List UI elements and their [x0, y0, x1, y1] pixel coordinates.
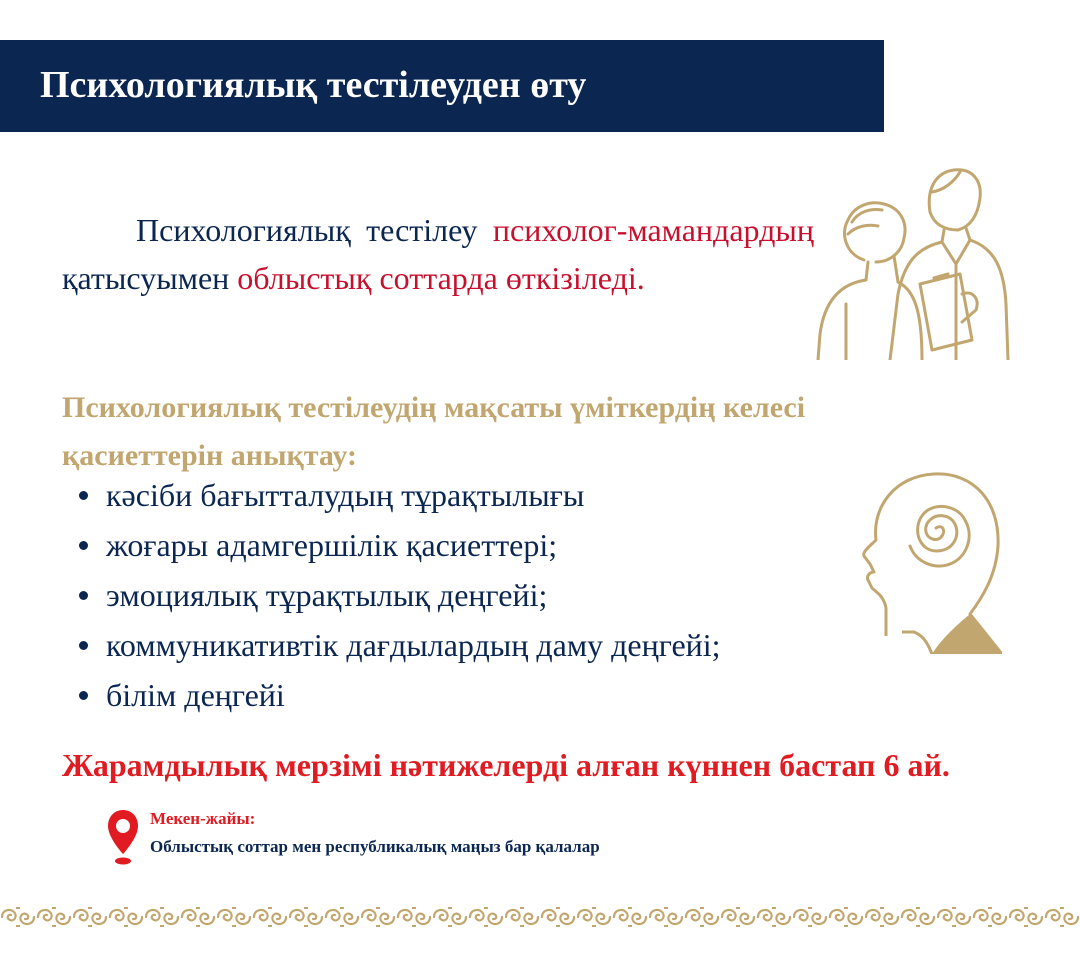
head-spiral-icon	[862, 468, 1002, 654]
intro-text-2: қатысуымен	[62, 260, 238, 296]
intro-paragraph	[62, 206, 814, 302]
intro-text-1: Психологиялық тестілеу	[136, 212, 493, 248]
intro-highlight-courts: облыстық соттарда өткізіледі.	[237, 260, 645, 296]
list-item: білім деңгейі	[106, 670, 721, 720]
list-item: жоғары адамгершілік қасиеттері;	[106, 520, 721, 570]
list-item: кәсіби бағытталудың тұрақтылығы	[106, 470, 721, 520]
intro-highlight-specialists: психолог-мамандардың	[492, 212, 814, 248]
address-label: Мекен-жайы:	[150, 809, 256, 828]
psychologist-consultation-icon	[812, 164, 1020, 360]
address-value: Облыстық соттар мен республикалық маңыз бар қалалар	[150, 837, 600, 856]
list-item: эмоциялық тұрақтылық деңгейі;	[106, 570, 721, 620]
location-pin-icon	[106, 808, 140, 866]
validity-note: Жарамдылық мерзімі нәтижелерді алған күннен бастап 6 ай.	[62, 747, 950, 783]
page-title: Психологиялық тестілеуден өту	[40, 64, 587, 106]
list-item: коммуникативтік дағдылардың даму деңгейі;	[106, 620, 721, 670]
ornament-border	[0, 906, 1080, 928]
traits-list	[106, 470, 721, 720]
goal-heading: Психологиялық тестілеудің мақсаты үміткердің келесі қасиеттерін анықтау:	[62, 391, 806, 472]
